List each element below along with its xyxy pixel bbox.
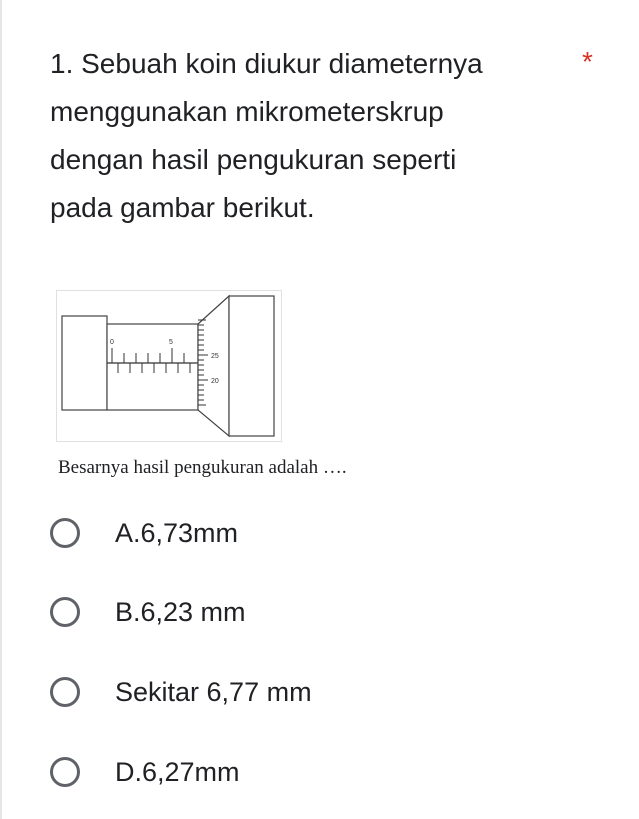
thimble-label-25: 25 bbox=[211, 353, 219, 360]
thimble-label-20: 20 bbox=[211, 378, 219, 385]
question-line-2: menggunakan mikrometerskrup bbox=[50, 96, 444, 127]
option-b-label: B.6,23 mm bbox=[115, 596, 246, 627]
question-line-3: dengan hasil pengukuran seperti bbox=[50, 144, 457, 175]
micrometer-figure bbox=[56, 290, 282, 442]
radio-button-a[interactable] bbox=[50, 518, 80, 548]
option-a-label: A.6,73mm bbox=[115, 517, 239, 548]
sleeve-label-5: 5 bbox=[169, 339, 173, 346]
option-a[interactable] bbox=[50, 513, 238, 553]
radio-button-b[interactable] bbox=[50, 597, 80, 627]
micrometer-sleeve bbox=[107, 324, 198, 410]
option-d[interactable] bbox=[50, 752, 240, 792]
micrometer-thimble-bevel bbox=[198, 296, 229, 436]
option-b[interactable] bbox=[50, 592, 246, 632]
question-text bbox=[50, 40, 570, 232]
micrometer-illustration bbox=[56, 290, 282, 442]
option-c-label: Sekitar 6,77 mm bbox=[115, 676, 312, 707]
radio-button-d[interactable] bbox=[50, 757, 80, 787]
question-line-4: pada gambar berikut. bbox=[50, 192, 315, 223]
option-d-label: D.6,27mm bbox=[115, 756, 240, 787]
sleeve-label-0: 0 bbox=[110, 339, 114, 346]
page-left-rule bbox=[0, 0, 2, 819]
radio-button-c[interactable] bbox=[50, 677, 80, 707]
question-line-1: 1. Sebuah koin diukur diameternya bbox=[50, 48, 483, 79]
micrometer-thimble bbox=[229, 296, 274, 436]
micrometer-anvil bbox=[62, 316, 107, 410]
required-marker: * bbox=[582, 46, 593, 77]
option-c[interactable] bbox=[50, 672, 312, 712]
figure-caption: Besarnya hasil pengukuran adalah …. bbox=[58, 457, 347, 478]
